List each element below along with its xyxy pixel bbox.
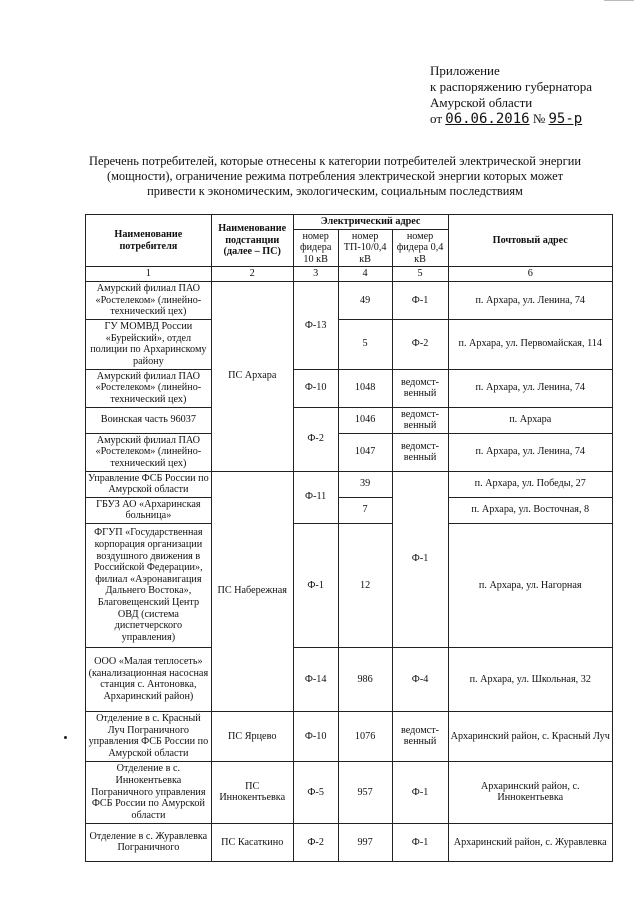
feeder10-cell: Ф-2 <box>293 823 338 861</box>
feeder10-cell: Ф-10 <box>293 369 338 407</box>
num-1: 1 <box>86 267 212 282</box>
postal-cell: п. Архара <box>448 407 613 433</box>
attachment-ref: к распоряжению губернатора <box>430 79 593 94</box>
consumer-cell: Отделение в с. Иннокентьевка Пограничного управления ФСБ России по Амурской области <box>86 761 212 823</box>
feeder04-cell: Ф-1 <box>392 471 448 647</box>
table-row <box>86 471 613 497</box>
substation-cell: ПС Иннокентьевка <box>211 761 293 823</box>
consumer-cell: Амурский филиал ПАО «Ростелеком» (линейно-технический цех) <box>86 433 212 471</box>
feeder10-cell: Ф-5 <box>293 761 338 823</box>
num-3: 3 <box>293 267 338 282</box>
substation-cell: ПС Касаткино <box>211 823 293 861</box>
substation-cell: ПС Архара <box>211 281 293 471</box>
document-heading: Перечень потребителей, которые отнесены к категории потребителей электрической энергии (мощности), ограничение режима потребления электрической энергии которых может привести к экономическим, экологическим, социальным последствиям <box>89 154 581 198</box>
feeder10-cell: Ф-10 <box>293 711 338 761</box>
consumer-cell: ООО «Малая теплосеть» (канализационная насосная станция с. Антоновка, Архаринский район) <box>86 647 212 711</box>
tp-cell: 49 <box>338 281 392 319</box>
consumer-cell: Воинская часть 96037 <box>86 407 212 433</box>
tp-cell: 1048 <box>338 369 392 407</box>
postal-cell: Архаринский район, с. Журавлевка <box>448 823 613 861</box>
tp-cell: 5 <box>338 319 392 369</box>
postal-cell: п. Архара, ул. Нагорная <box>448 523 613 647</box>
table-row <box>86 433 613 471</box>
feeder10-cell: Ф-11 <box>293 471 338 523</box>
tp-cell: 1047 <box>338 433 392 471</box>
feeder04-cell: ведомст-венный <box>392 711 448 761</box>
table-row <box>86 497 613 523</box>
header-row <box>86 215 613 230</box>
attachment-region: Амурской области <box>430 95 533 110</box>
table-row <box>86 647 613 711</box>
tp-cell: 39 <box>338 471 392 497</box>
tp-cell: 7 <box>338 497 392 523</box>
postal-cell: п. Архара, ул. Восточная, 8 <box>448 497 613 523</box>
postal-cell: п. Архара, ул. Ленина, 74 <box>448 433 613 471</box>
table-row <box>86 407 613 433</box>
number-row <box>86 267 613 282</box>
col-consumer: Наименование потребителя <box>86 215 212 267</box>
substation-cell: ПС Набережная <box>211 471 293 711</box>
postal-cell: п. Архара, ул. Первомайская, 114 <box>448 319 613 369</box>
tp-cell: 997 <box>338 823 392 861</box>
consumer-cell: Амурский филиал ПАО «Ростелеком» (линейно-технический цех) <box>86 281 212 319</box>
table-row <box>86 369 613 407</box>
num-2: 2 <box>211 267 293 282</box>
postal-cell: Архаринский район, с. Красный Луч <box>448 711 613 761</box>
feeder04-cell: Ф-4 <box>392 647 448 711</box>
tp-cell: 12 <box>338 523 392 647</box>
postal-cell: п. Архара, ул. Ленина, 74 <box>448 281 613 319</box>
from-label: от <box>430 111 443 126</box>
attachment-block <box>430 63 592 127</box>
table-row <box>86 319 613 369</box>
consumer-cell: ГУ МОМВД России «Бурейский», отдел полиции по Архаринскому району <box>86 319 212 369</box>
table-row <box>86 523 613 647</box>
tp-cell: 1076 <box>338 711 392 761</box>
table-row <box>86 711 613 761</box>
num-6: 6 <box>448 267 613 282</box>
col-electric: Электрический адрес <box>293 215 448 230</box>
consumer-cell: Управление ФСБ России по Амурской области <box>86 471 212 497</box>
consumer-cell: Отделение в с. Журавлевка Пограничного <box>86 823 212 861</box>
order-number: 95-р <box>548 111 583 127</box>
consumer-cell: Отделение в с. Красный Луч Пограничного управления ФСБ России по Амурской области <box>86 711 212 761</box>
col-postal: Почтовый адрес <box>448 215 613 267</box>
col-tp: номер ТП-10/0,4 кВ <box>338 229 392 267</box>
consumer-cell: ФГУП «Государственная корпорация организации воздушного движения в Российской Федерации», филиал «Аэронавигация Дальнего Востока», Благовещенский Центр ОВД (система диспетчерского управления) <box>86 523 212 647</box>
tp-cell: 986 <box>338 647 392 711</box>
attachment-date-line <box>430 111 592 127</box>
col-feeder10: номер фидера 10 кВ <box>293 229 338 267</box>
feeder04-cell: ведомст-венный <box>392 433 448 471</box>
feeder04-cell: Ф-2 <box>392 319 448 369</box>
num-4: 4 <box>338 267 392 282</box>
postal-cell: Архаринский район, с. Иннокентьевка <box>448 761 613 823</box>
scan-speck <box>64 736 67 739</box>
col-substation: Наименование подстанции (далее – ПС) <box>211 215 293 267</box>
tp-cell: 1046 <box>338 407 392 433</box>
col-feeder04: номер фидера 0,4 кВ <box>392 229 448 267</box>
feeder04-cell: Ф-1 <box>392 281 448 319</box>
postal-cell: п. Архара, ул. Школьная, 32 <box>448 647 613 711</box>
feeder10-cell: Ф-1 <box>293 523 338 647</box>
table-row <box>86 823 613 861</box>
postal-cell: п. Архара, ул. Победы, 27 <box>448 471 613 497</box>
feeder04-cell: Ф-1 <box>392 761 448 823</box>
feeder04-cell: ведомст-венный <box>392 407 448 433</box>
feeder10-cell: Ф-14 <box>293 647 338 711</box>
feeder10-cell: Ф-13 <box>293 281 338 369</box>
consumer-cell: Амурский филиал ПАО «Ростелеком» (линейно-технический цех) <box>86 369 212 407</box>
num-5: 5 <box>392 267 448 282</box>
table-row <box>86 761 613 823</box>
order-date: 06.06.2016 <box>445 111 530 127</box>
postal-cell: п. Архара, ул. Ленина, 74 <box>448 369 613 407</box>
feeder04-cell: Ф-1 <box>392 823 448 861</box>
table-row <box>86 281 613 319</box>
tp-cell: 957 <box>338 761 392 823</box>
number-label: № <box>532 111 546 126</box>
consumer-cell: ГБУЗ АО «Архаринская больница» <box>86 497 212 523</box>
consumers-table <box>85 214 613 862</box>
scan-edge-mark <box>604 0 634 1</box>
substation-cell: ПС Ярцево <box>211 711 293 761</box>
feeder04-cell: ведомст-венный <box>392 369 448 407</box>
feeder10-cell: Ф-2 <box>293 407 338 471</box>
attachment-title: Приложение <box>430 63 500 78</box>
